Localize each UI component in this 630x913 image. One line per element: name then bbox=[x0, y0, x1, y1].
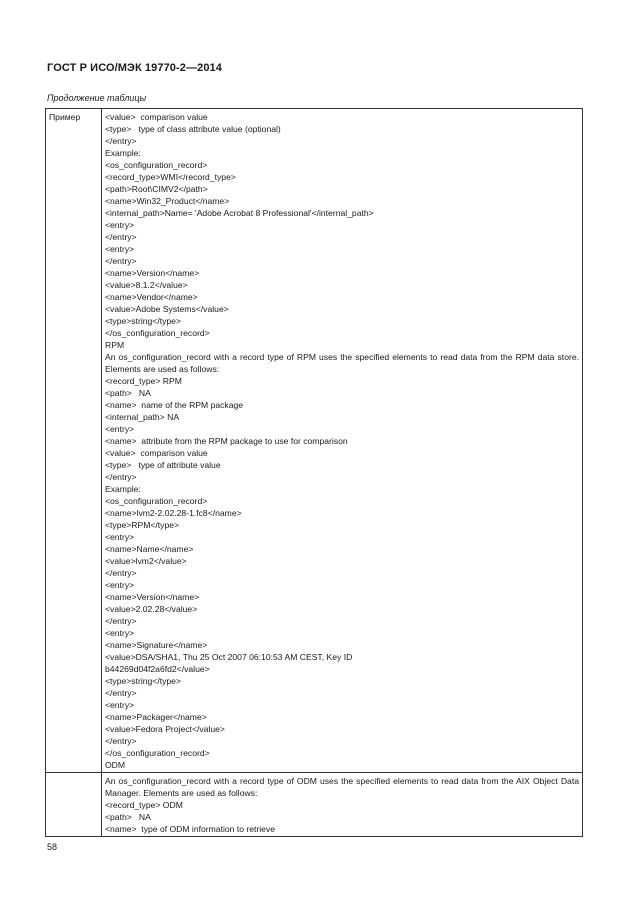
code-line: <name>Version</name> bbox=[105, 268, 200, 278]
page-number: 58 bbox=[47, 842, 58, 852]
code-line: <type>string</type> bbox=[105, 676, 181, 686]
code-line: <value> comparison value bbox=[105, 448, 208, 458]
spec-table bbox=[45, 108, 583, 837]
code-line: <name>Packager</name> bbox=[105, 712, 207, 722]
code-line: <value>Adobe Systems</value> bbox=[105, 304, 229, 314]
document-standard-title: ГОСТ Р ИСО/МЭК 19770-2—2014 bbox=[47, 62, 222, 74]
code-line: <record_type>WMI</record_type> bbox=[105, 172, 236, 182]
code-line: <value>2.02.28</value> bbox=[105, 604, 198, 614]
row-label: Пример bbox=[46, 109, 102, 773]
code-line: <value>lvm2</value> bbox=[105, 556, 187, 566]
code-line: </entry> bbox=[105, 136, 137, 146]
odm-content bbox=[102, 773, 583, 837]
code-line: <os_configuration_record> bbox=[105, 160, 208, 170]
code-line: </entry> bbox=[105, 616, 137, 626]
rpm-lines-block bbox=[105, 375, 579, 771]
code-line: <name>Version</name> bbox=[105, 592, 200, 602]
code-line: <name>lvm2-2.02.28-1.fc8</name> bbox=[105, 508, 242, 518]
code-line: Example: bbox=[105, 484, 141, 494]
example-lines-block bbox=[105, 111, 579, 351]
code-line: <name> name of the RPM package bbox=[105, 400, 244, 410]
code-line: <name> type of ODM information to retrieve bbox=[105, 824, 276, 834]
row-label bbox=[46, 773, 102, 837]
code-line: <value>8.1.2</value> bbox=[105, 280, 188, 290]
code-line: <type> type of class attribute value (optional) bbox=[105, 124, 281, 134]
code-line: <value>Fedora Project</value> bbox=[105, 724, 225, 734]
code-line: <entry> bbox=[105, 580, 135, 590]
code-line: <name>Signature</name> bbox=[105, 640, 208, 650]
code-line: <type>RPM</type> bbox=[105, 520, 180, 530]
code-line: </entry> bbox=[105, 256, 137, 266]
code-line: <name>Win32_Product</name> bbox=[105, 196, 230, 206]
table-row bbox=[46, 773, 583, 837]
code-line: <internal_path>Name= 'Adobe Acrobat 8 Professional'</internal_path> bbox=[105, 208, 374, 218]
code-line: </os_configuration_record> bbox=[105, 748, 210, 758]
table-continuation-label: Продолжение таблицы bbox=[47, 93, 147, 103]
code-line: <entry> bbox=[105, 220, 135, 230]
code-line: <name> attribute from the RPM package to use for comparison bbox=[105, 436, 348, 446]
code-line: <path> NA bbox=[105, 388, 151, 398]
odm-lines-block bbox=[105, 799, 579, 835]
code-line: <entry> bbox=[105, 532, 135, 542]
code-line: <value>DSA/SHA1, Thu 25 Oct 2007 06:10:53 AM CEST, Key ID bbox=[105, 652, 353, 662]
rpm-description: An os_configuration_record with a record type of RPM uses the specified elements to read data from the RPM data store. Elements are used as follows: bbox=[105, 352, 579, 374]
code-line: </entry> bbox=[105, 232, 137, 242]
code-line: </entry> bbox=[105, 472, 137, 482]
table-row bbox=[46, 109, 583, 773]
code-line: b44269d04f2a6fd2</value> bbox=[105, 664, 210, 674]
code-line: <internal_path> NA bbox=[105, 412, 180, 422]
code-line: </entry> bbox=[105, 688, 137, 698]
code-line: ODM bbox=[105, 760, 126, 770]
code-line: <type>string</type> bbox=[105, 316, 181, 326]
code-line: <entry> bbox=[105, 700, 135, 710]
code-line: </entry> bbox=[105, 736, 137, 746]
code-line: <record_type> ODM bbox=[105, 800, 183, 810]
odm-description: An os_configuration_record with a record type of ODM uses the specified elements to read data from the AIX Object Data Manager. Elements are used as follows: bbox=[105, 776, 579, 798]
code-line: <path> NA bbox=[105, 812, 151, 822]
code-line: <name>Vendor</name> bbox=[105, 292, 198, 302]
code-line: <name>Name</name> bbox=[105, 544, 194, 554]
code-line: Example: bbox=[105, 148, 141, 158]
code-line: <value> comparison value bbox=[105, 112, 208, 122]
code-line: </entry> bbox=[105, 568, 137, 578]
code-line: <path>Root\CIMV2</path> bbox=[105, 184, 208, 194]
code-line: <entry> bbox=[105, 424, 135, 434]
example-content bbox=[102, 109, 583, 773]
code-line: <record_type> RPM bbox=[105, 376, 182, 386]
code-line: RPM bbox=[105, 340, 125, 350]
code-line: <type> type of attribute value bbox=[105, 460, 221, 470]
code-line: <entry> bbox=[105, 244, 135, 254]
code-line: <entry> bbox=[105, 628, 135, 638]
code-line: </os_configuration_record> bbox=[105, 328, 210, 338]
code-line: <os_configuration_record> bbox=[105, 496, 208, 506]
